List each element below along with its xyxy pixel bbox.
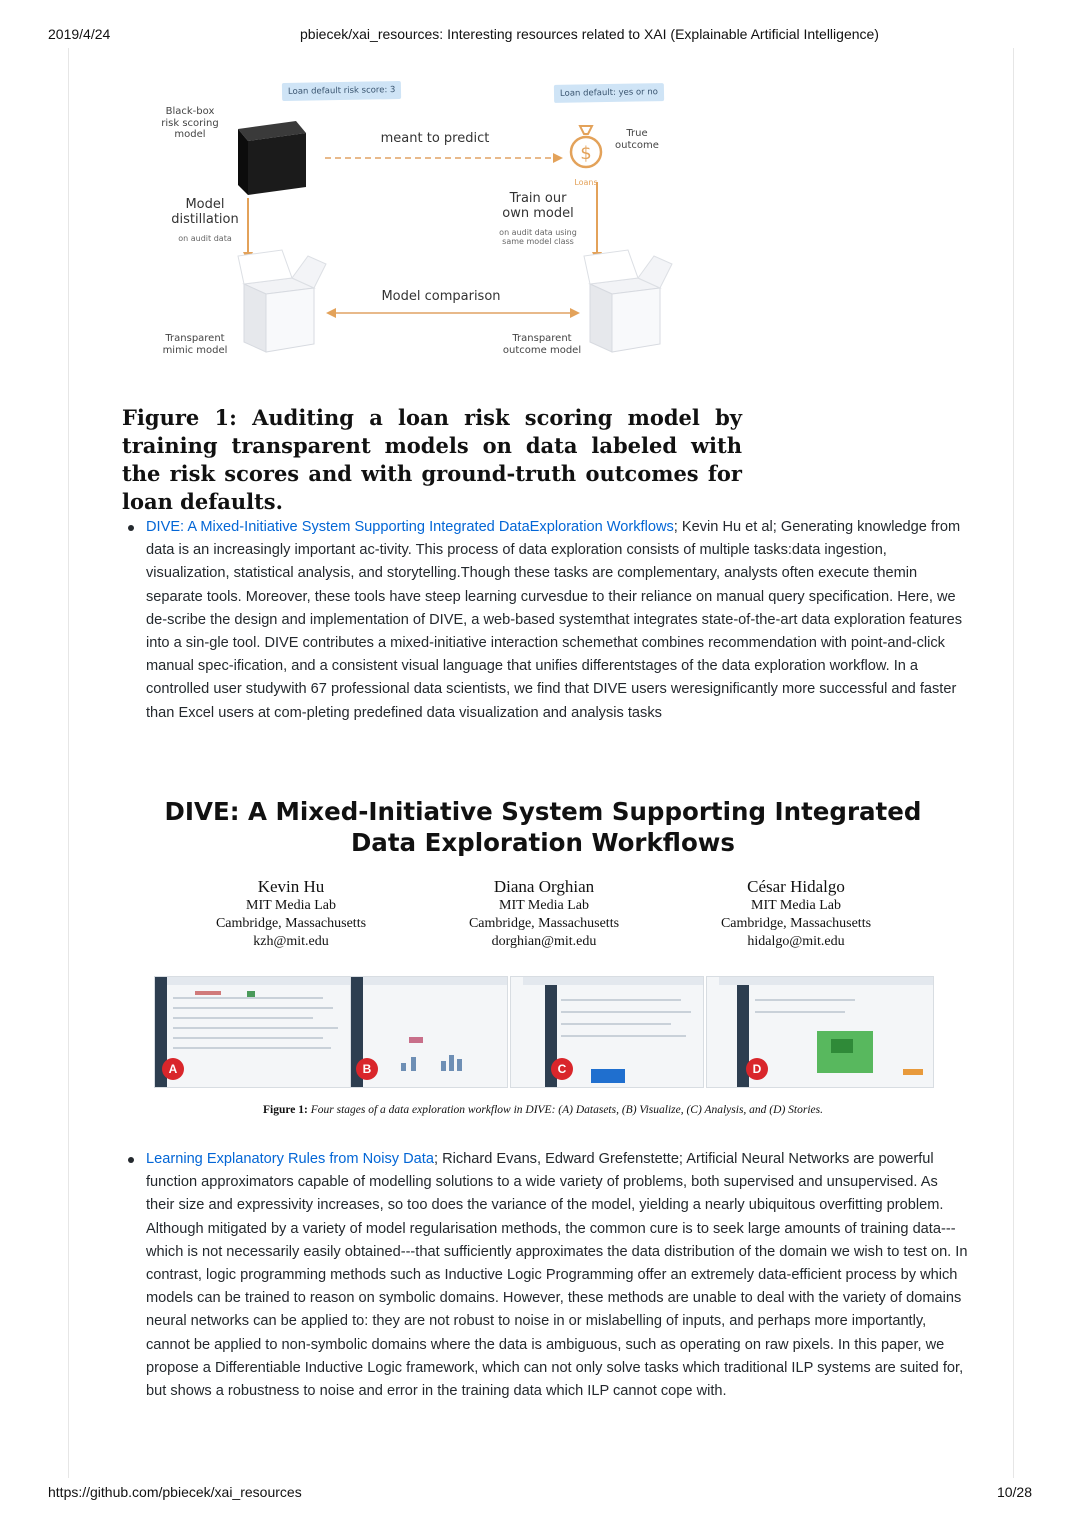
- dive-description: ; Kevin Hu et al; Generating knowledge from data is an increasingly important ac-tivity. This process of data exploration consists of multiple tasks:data ingestion, visualization, statistical analysis, and storytelling.Though these tasks are complementary, analysts often execute themin separate tools. Moreover, these tools have steep learning curvesdue to their reliance on manual query specification. Here, we de-scribe the design and implementation of DIVE, a web-based systemthat integrates state-of-the-art data exploration features into a sin-gle tool. DIVE contributes a mixed-initiative interaction schemethat combines recommendation with point-and-click manual spec-ification, and a consistent visual language that unifies differentstages of the data exploration workflow. In a controlled user studywith 67 professional data scientists, we find that DIVE users weresignificantly more successful and faster than Excel users at com-pleting predefined data visualization and analysis tasks: [146, 519, 963, 721]
- author-email: hidalgo@mit.edu: [747, 934, 845, 949]
- true-outcome-label: True outcome: [615, 128, 659, 151]
- money-bag-icon: [568, 122, 604, 172]
- badge-a: A: [162, 1058, 184, 1080]
- figure1-diagram: [140, 70, 720, 380]
- blackbox-cube-icon: [230, 115, 310, 195]
- mimic-box-icon: [230, 248, 330, 358]
- predict-arrow-icon: [325, 150, 565, 166]
- link-noisy-data-paper[interactable]: Learning Explanatory Rules from Noisy Data: [146, 1151, 434, 1167]
- paper-title: DIVE: A Mixed-Initiative System Supporting Integrated Data Exploration Workflows: [164, 797, 922, 857]
- author-email: kzh@mit.edu: [253, 934, 329, 949]
- author-email: dorghian@mit.edu: [491, 934, 597, 949]
- loans-label: Loans: [574, 178, 598, 187]
- author-affiliation: MIT Media Lab: [499, 898, 589, 913]
- blackbox-label: Black-box risk scoring model: [161, 106, 219, 140]
- tag-loan-default: Loan default: yes or no: [554, 83, 664, 103]
- author-name: César Hidalgo: [747, 877, 845, 896]
- bullet-icon: [128, 525, 134, 531]
- author-block: [424, 876, 664, 951]
- author-location: Cambridge, Massachusetts: [215, 916, 367, 931]
- dive-screenshots-figure: [154, 976, 932, 1088]
- badge-c: C: [551, 1058, 573, 1080]
- figure2-caption-label: Figure 1:: [263, 1104, 308, 1116]
- comparison-arrow-icon: [326, 306, 580, 320]
- print-page-title: pbiecek/xai_resources: Interesting resources related to XAI (Explainable Artificial Intelligence): [300, 26, 879, 42]
- link-dive-paper[interactable]: DIVE: A Mixed-Initiative System Supporting Integrated DataExploration Workflows: [146, 519, 674, 535]
- meant-to-predict-label: meant to predict: [380, 131, 490, 146]
- figure1-caption: Figure 1: Auditing a loan risk scoring model by training transparent models on data labeled with the risk scores and with ground-truth outcomes for loan defaults.: [122, 405, 742, 514]
- train-title: Train our own model: [502, 191, 574, 221]
- badge-b: B: [356, 1058, 378, 1080]
- list-item-dive: [146, 516, 968, 725]
- mimic-model-label: Transparent mimic model: [162, 333, 228, 356]
- screenshot-stories: [706, 976, 934, 1088]
- author-location: Cambridge, Massachusetts: [468, 916, 620, 931]
- badge-d: D: [746, 1058, 768, 1080]
- figure2-caption-text: Four stages of a data exploration workflow in DIVE: (A) Datasets, (B) Visualize, (C) Analysis, and (D) Stories.: [310, 1104, 823, 1116]
- noisy-data-description: ; Richard Evans, Edward Grefenstette; Artificial Neural Networks are powerful function approximators capable of modelling solutions to a wide variety of problems, both supervised and unsupervised. As their size and expressivity increases, so too does the variance of the model, yielding a nearly ubiquitous overfitting problem. Although mitigated by a variety of model regularisation methods, the common cure is to seek large amounts of training data---which is not necessarily easily obtained---that sufficiently approximates the data distribution of the domain we wish to test on. In contrast, logic programming methods such as Inductive Logic Programming offer an extremely data-efficient process by which models can be trained to reason on symbolic domains. However, these methods are unable to deal with the variety of domains neural networks can be applied to: they are not robust to noise in or mislabelling of inputs, and perhaps more importantly, cannot be applied to non-symbolic domains where the data is ambiguous, such as operating on raw pixels. In this paper, we propose a Differentiable Inductive Logic framework, which can not only solve tasks which traditional ILP systems are suited for, but shows a robustness to noise and error in the training data which ILP cannot cope with.: [146, 1151, 968, 1400]
- print-url: https://github.com/pbiecek/xai_resources: [48, 1484, 302, 1500]
- author-affiliation: MIT Media Lab: [246, 898, 336, 913]
- svg-text:$: $: [580, 143, 592, 164]
- author-affiliation: MIT Media Lab: [751, 898, 841, 913]
- print-page-number: 10/28: [996, 1484, 1032, 1500]
- screenshot-datasets: [154, 976, 356, 1088]
- outcome-model-label: Transparent outcome model: [502, 333, 582, 356]
- distillation-title: Model distillation: [171, 197, 239, 227]
- figure2-caption: [140, 1104, 946, 1116]
- author-name: Kevin Hu: [257, 877, 325, 896]
- author-block: [676, 876, 916, 951]
- print-date: 2019/4/24: [48, 26, 111, 42]
- author-block: [171, 876, 411, 951]
- author-name: Diana Orghian: [493, 877, 595, 896]
- bullet-icon: [128, 1157, 134, 1163]
- model-comparison-label: Model comparison: [381, 289, 501, 304]
- page-frame-left: [68, 48, 69, 1478]
- train-sub: on audit data using same model class: [499, 228, 577, 247]
- author-location: Cambridge, Massachusetts: [720, 916, 872, 931]
- page-frame-right: [1013, 48, 1014, 1478]
- screenshot-analysis: [510, 976, 704, 1088]
- list-item-noisy-data: [146, 1148, 968, 1403]
- distillation-sub: on audit data: [178, 234, 232, 243]
- tag-risk-score: Loan default risk score: 3: [282, 81, 402, 101]
